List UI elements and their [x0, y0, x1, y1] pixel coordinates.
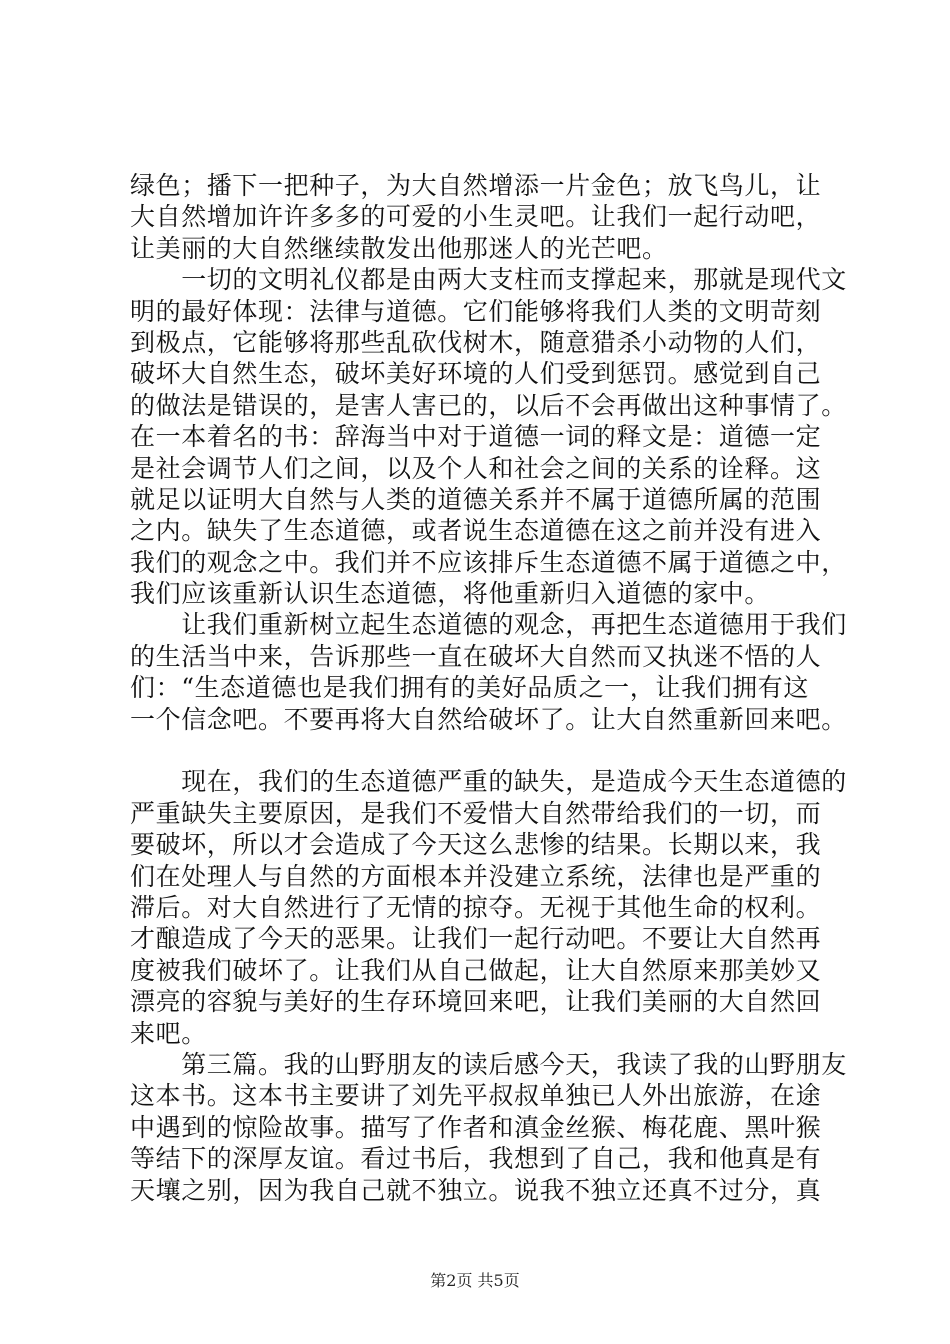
- text-line: 破坏大自然生态，破坏美好环境的人们受到惩罚。感觉到自己: [130, 359, 822, 389]
- text-line: 一切的文明礼仪都是由两大支柱而支撑起来，那就是现代文: [130, 265, 847, 295]
- text-line: 要破坏，所以才会造成了今天这么悲惨的结果。长期以来，我: [130, 830, 822, 860]
- page-number-label: 第2页 共5页: [430, 1271, 520, 1290]
- text-line: 到极点，它能够将那些乱砍伐树木，随意猎杀小动物的人们，: [130, 327, 822, 357]
- text-line: 第三篇。我的山野朋友的读后感今天，我读了我的山野朋友: [130, 1049, 847, 1079]
- text-line: 们：“生态道德也是我们拥有的美好品质之一，让我们拥有这: [130, 673, 809, 703]
- text-line: 天壤之别，因为我自己就不独立。说我不独立还真不过分，真: [130, 1175, 822, 1205]
- text-line: 大自然增加许许多多的可爱的小生灵吧。让我们一起行动吧，: [130, 202, 822, 232]
- text-line: 现在，我们的生态道德严重的缺失，是造成今天生态道德的: [130, 767, 847, 797]
- text-line: 一个信念吧。不要再将大自然给破坏了。让大自然重新回来吧。: [130, 704, 847, 734]
- text-line: 严重缺失主要原因，是我们不爱惜大自然带给我们的一切，而: [130, 798, 822, 828]
- blank-line: [130, 735, 830, 766]
- text-line: 就足以证明大自然与人类的道德关系并不属于道德所属的范围: [130, 484, 822, 514]
- text-line: 漂亮的容貌与美好的生存环境回来吧，让我们美丽的大自然回: [130, 987, 822, 1017]
- text-line: 之内。缺失了生态道德，或者说生态道德在这之前并没有进入: [130, 516, 822, 546]
- text-line: 才酿造成了今天的恶果。让我们一起行动吧。不要让大自然再: [130, 924, 822, 954]
- text-line: 我们的观念之中。我们并不应该排斥生态道德不属于道德之中，: [130, 547, 847, 577]
- text-line: 在一本着名的书：辞海当中对于道德一词的释文是：道德一定: [130, 422, 822, 452]
- text-line: 的做法是错误的，是害人害已的，以后不会再做出这种事情了。: [130, 390, 847, 420]
- text-line: 是社会调节人们之间，以及个人和社会之间的关系的诠释。这: [130, 453, 822, 483]
- text-line: 中遇到的惊险故事。描写了作者和滇金丝猴、梅花鹿、黑叶猴: [130, 1112, 822, 1142]
- text-line: 等结下的深厚友谊。看过书后，我想到了自己，我和他真是有: [130, 1144, 822, 1174]
- text-line: 来吧。: [130, 1018, 207, 1048]
- text-line: 度被我们破坏了。让我们从自己做起，让大自然原来那美妙又: [130, 955, 822, 985]
- text-line: 让我们重新树立起生态道德的观念，再把生态道德用于我们: [130, 610, 847, 640]
- text-line: 们在处理人与自然的方面根本并没建立系统，法律也是严重的: [130, 861, 822, 891]
- text-line: 滞后。对大自然进行了无情的掠夺。无视于其他生命的权利。: [130, 892, 822, 922]
- text-line: 明的最好体现：法律与道德。它们能够将我们人类的文明苛刻: [130, 296, 822, 326]
- text-line: 的生活当中来，告诉那些一直在破坏大自然而又执迷不悟的人: [130, 641, 822, 671]
- text-line: 绿色；播下一把种子，为大自然增添一片金色；放飞鸟儿，让: [130, 171, 822, 200]
- page-footer: [0, 1268, 950, 1291]
- text-line: 这本书。这本书主要讲了刘先平叔叔单独已人外出旅游，在途: [130, 1081, 822, 1111]
- text-line: 我们应该重新认识生态道德，将他重新归入道德的家中。: [130, 579, 771, 609]
- text-line: 让美丽的大自然继续散发出他那迷人的光芒吧。: [130, 233, 668, 263]
- body-text: [130, 170, 847, 1206]
